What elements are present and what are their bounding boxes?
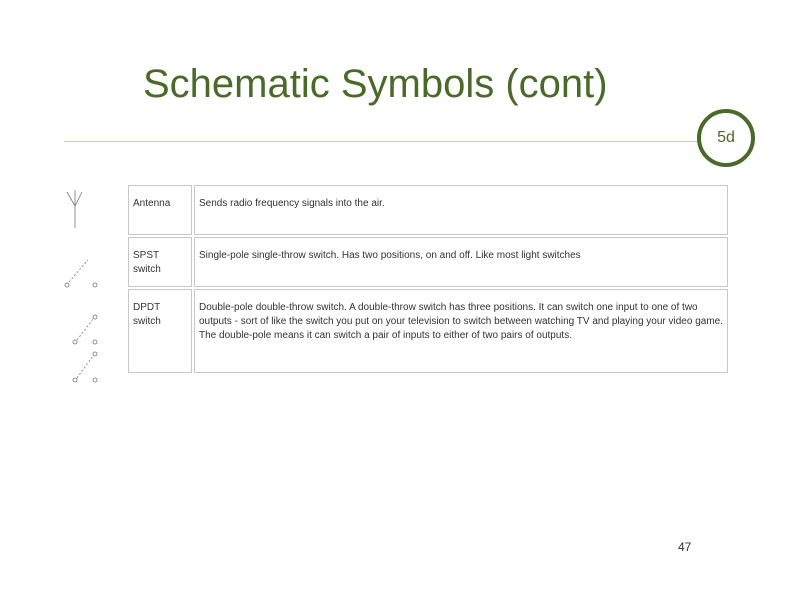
symbol-name: SPST switch [128,237,192,287]
symbols-table [126,183,730,375]
section-badge [697,109,755,167]
table-row [128,185,728,235]
symbol-description: Sends radio frequency signals into the air. [194,185,728,235]
table-row [128,237,728,287]
section-badge-label: 5d [717,129,735,146]
spst-switch-icon [65,260,97,287]
page-number: 47 [678,540,692,554]
title-divider [64,141,714,142]
dpdt-switch-icon [73,315,97,382]
symbol-name: DPDT switch [128,289,192,373]
symbol-description: Single-pole single-throw switch. Has two positions, on and off. Like most light switches [194,237,728,287]
table-row [128,289,728,373]
symbol-name: Antenna [128,185,192,235]
slide-title: Schematic Symbols (cont) [143,62,608,106]
symbol-description: Double-pole double-throw switch. A double-throw switch has three positions. It can switch one input to one of two outputs - sort of like the switch you put on your television to switch between watching TV and playing your video game. The double-pole means it can switch a pair of inputs to either of two pairs of outputs. [194,289,728,373]
schematic-symbols [50,180,120,400]
antenna-icon [67,190,82,228]
